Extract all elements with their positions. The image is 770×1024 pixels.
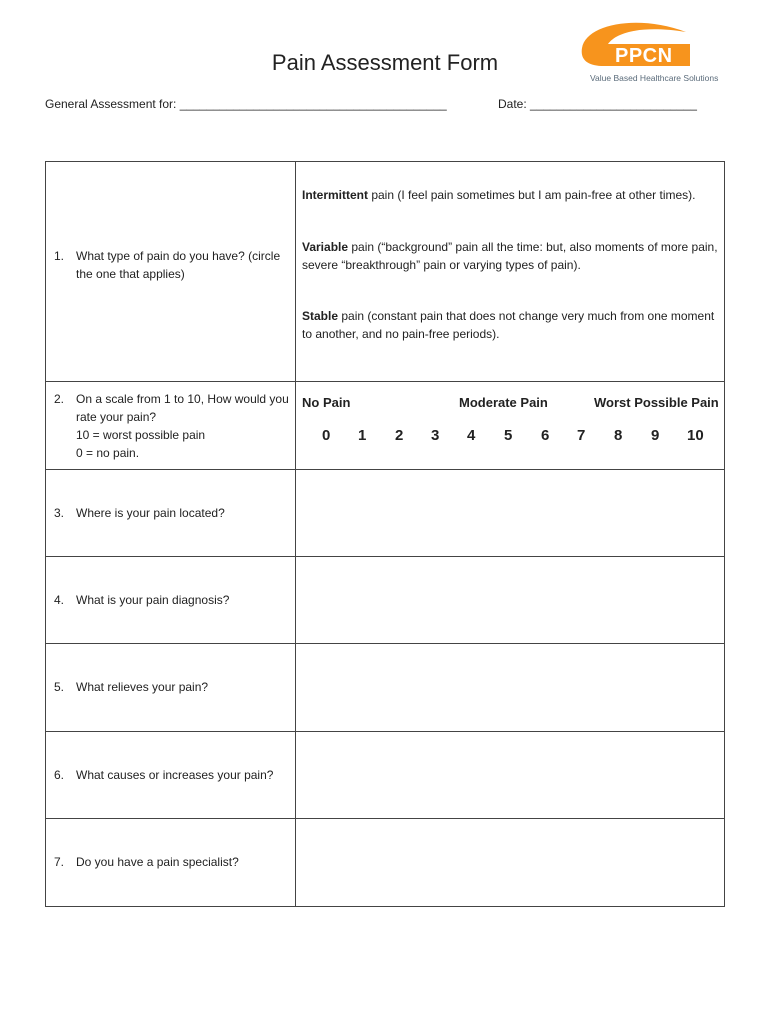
question-text: What type of pain do you have? (circle the one that applies): [76, 249, 281, 281]
scale-number-5[interactable]: 5: [504, 427, 513, 444]
scale-number-9[interactable]: 9: [651, 427, 660, 444]
option-term: Stable: [302, 309, 339, 323]
scale-number-2[interactable]: 2: [395, 427, 404, 444]
ppcn-logo: [578, 18, 719, 86]
answer-cell-causes[interactable]: [296, 732, 725, 819]
table-row: [46, 470, 725, 557]
question-cell: [46, 470, 296, 557]
scale-number-10[interactable]: 10: [687, 427, 704, 444]
question-text: On a scale from 1 to 10, How would you rate your pain?: [76, 392, 289, 424]
scale-label-mid: Moderate Pain: [459, 395, 548, 410]
form-title: Pain Assessment Form: [271, 50, 499, 75]
question-number: 5.: [54, 680, 65, 694]
scale-label-high: Worst Possible Pain: [594, 395, 719, 410]
scale-note-min: 0 = no pain.: [76, 446, 140, 460]
answer-cell-pain-scale: [296, 382, 725, 470]
answer-cell-location[interactable]: [296, 470, 725, 557]
question-cell: [46, 732, 296, 819]
table-row: [46, 819, 725, 907]
question-cell: [46, 819, 296, 907]
scale-number-1[interactable]: 1: [358, 427, 367, 444]
scale-label-low: No Pain: [302, 395, 351, 410]
option-term: Variable: [302, 240, 349, 254]
question-text: Do you have a pain specialist?: [76, 855, 239, 869]
question-cell: [46, 644, 296, 732]
question-number: 7.: [54, 855, 65, 869]
question-number: 1.: [54, 249, 65, 263]
scale-number-4[interactable]: 4: [467, 427, 476, 444]
question-text: What is your pain diagnosis?: [76, 593, 230, 607]
assessment-table: [45, 161, 725, 907]
option-desc: pain (constant pain that does not change very much from one moment to another, and no pain-free periods).: [302, 309, 715, 341]
option-variable[interactable]: [296, 238, 724, 274]
scale-numbers: [296, 427, 724, 451]
scale-number-8[interactable]: 8: [614, 427, 623, 444]
answer-cell-relief[interactable]: [296, 644, 725, 732]
question-number: 6.: [54, 768, 65, 782]
option-desc: pain (I feel pain sometimes but I am pain-free at other times).: [368, 188, 696, 202]
table-row: [46, 644, 725, 732]
table-row: [46, 732, 725, 819]
date-field[interactable]: Date: _________________________: [498, 97, 697, 111]
option-stable[interactable]: [296, 307, 724, 343]
scale-number-6[interactable]: 6: [541, 427, 550, 444]
answer-cell-pain-type[interactable]: [296, 162, 725, 382]
scale-number-7[interactable]: 7: [577, 427, 586, 444]
question-number: 4.: [54, 593, 65, 607]
question-cell: [46, 557, 296, 644]
table-row: [46, 557, 725, 644]
scale-note-max: 10 = worst possible pain: [76, 428, 206, 442]
table-row: [46, 382, 725, 470]
general-assessment-field[interactable]: General Assessment for: ________________________________________: [45, 97, 447, 111]
answer-cell-diagnosis[interactable]: [296, 557, 725, 644]
logo-wordmark: PPCN: [615, 45, 673, 67]
question-cell: [46, 382, 296, 470]
question-text: What relieves your pain?: [76, 680, 209, 694]
scale-number-0[interactable]: 0: [322, 427, 331, 444]
option-desc: pain (“background” pain all the time: but, also moments of more pain, severe “breakthrough” pain or varying types of pain).: [302, 240, 718, 272]
question-number: 2.: [54, 392, 65, 406]
question-number: 3.: [54, 506, 65, 520]
option-term: Intermittent: [302, 188, 368, 202]
question-text: Where is your pain located?: [76, 506, 225, 520]
answer-cell-specialist[interactable]: [296, 819, 725, 907]
question-text: What causes or increases your pain?: [76, 768, 274, 782]
logo-tagline: Value Based Healthcare Solutions: [590, 73, 719, 83]
scale-number-3[interactable]: 3: [431, 427, 440, 444]
option-intermittent[interactable]: [296, 186, 724, 204]
table-row: [46, 162, 725, 382]
question-cell: [46, 162, 296, 382]
